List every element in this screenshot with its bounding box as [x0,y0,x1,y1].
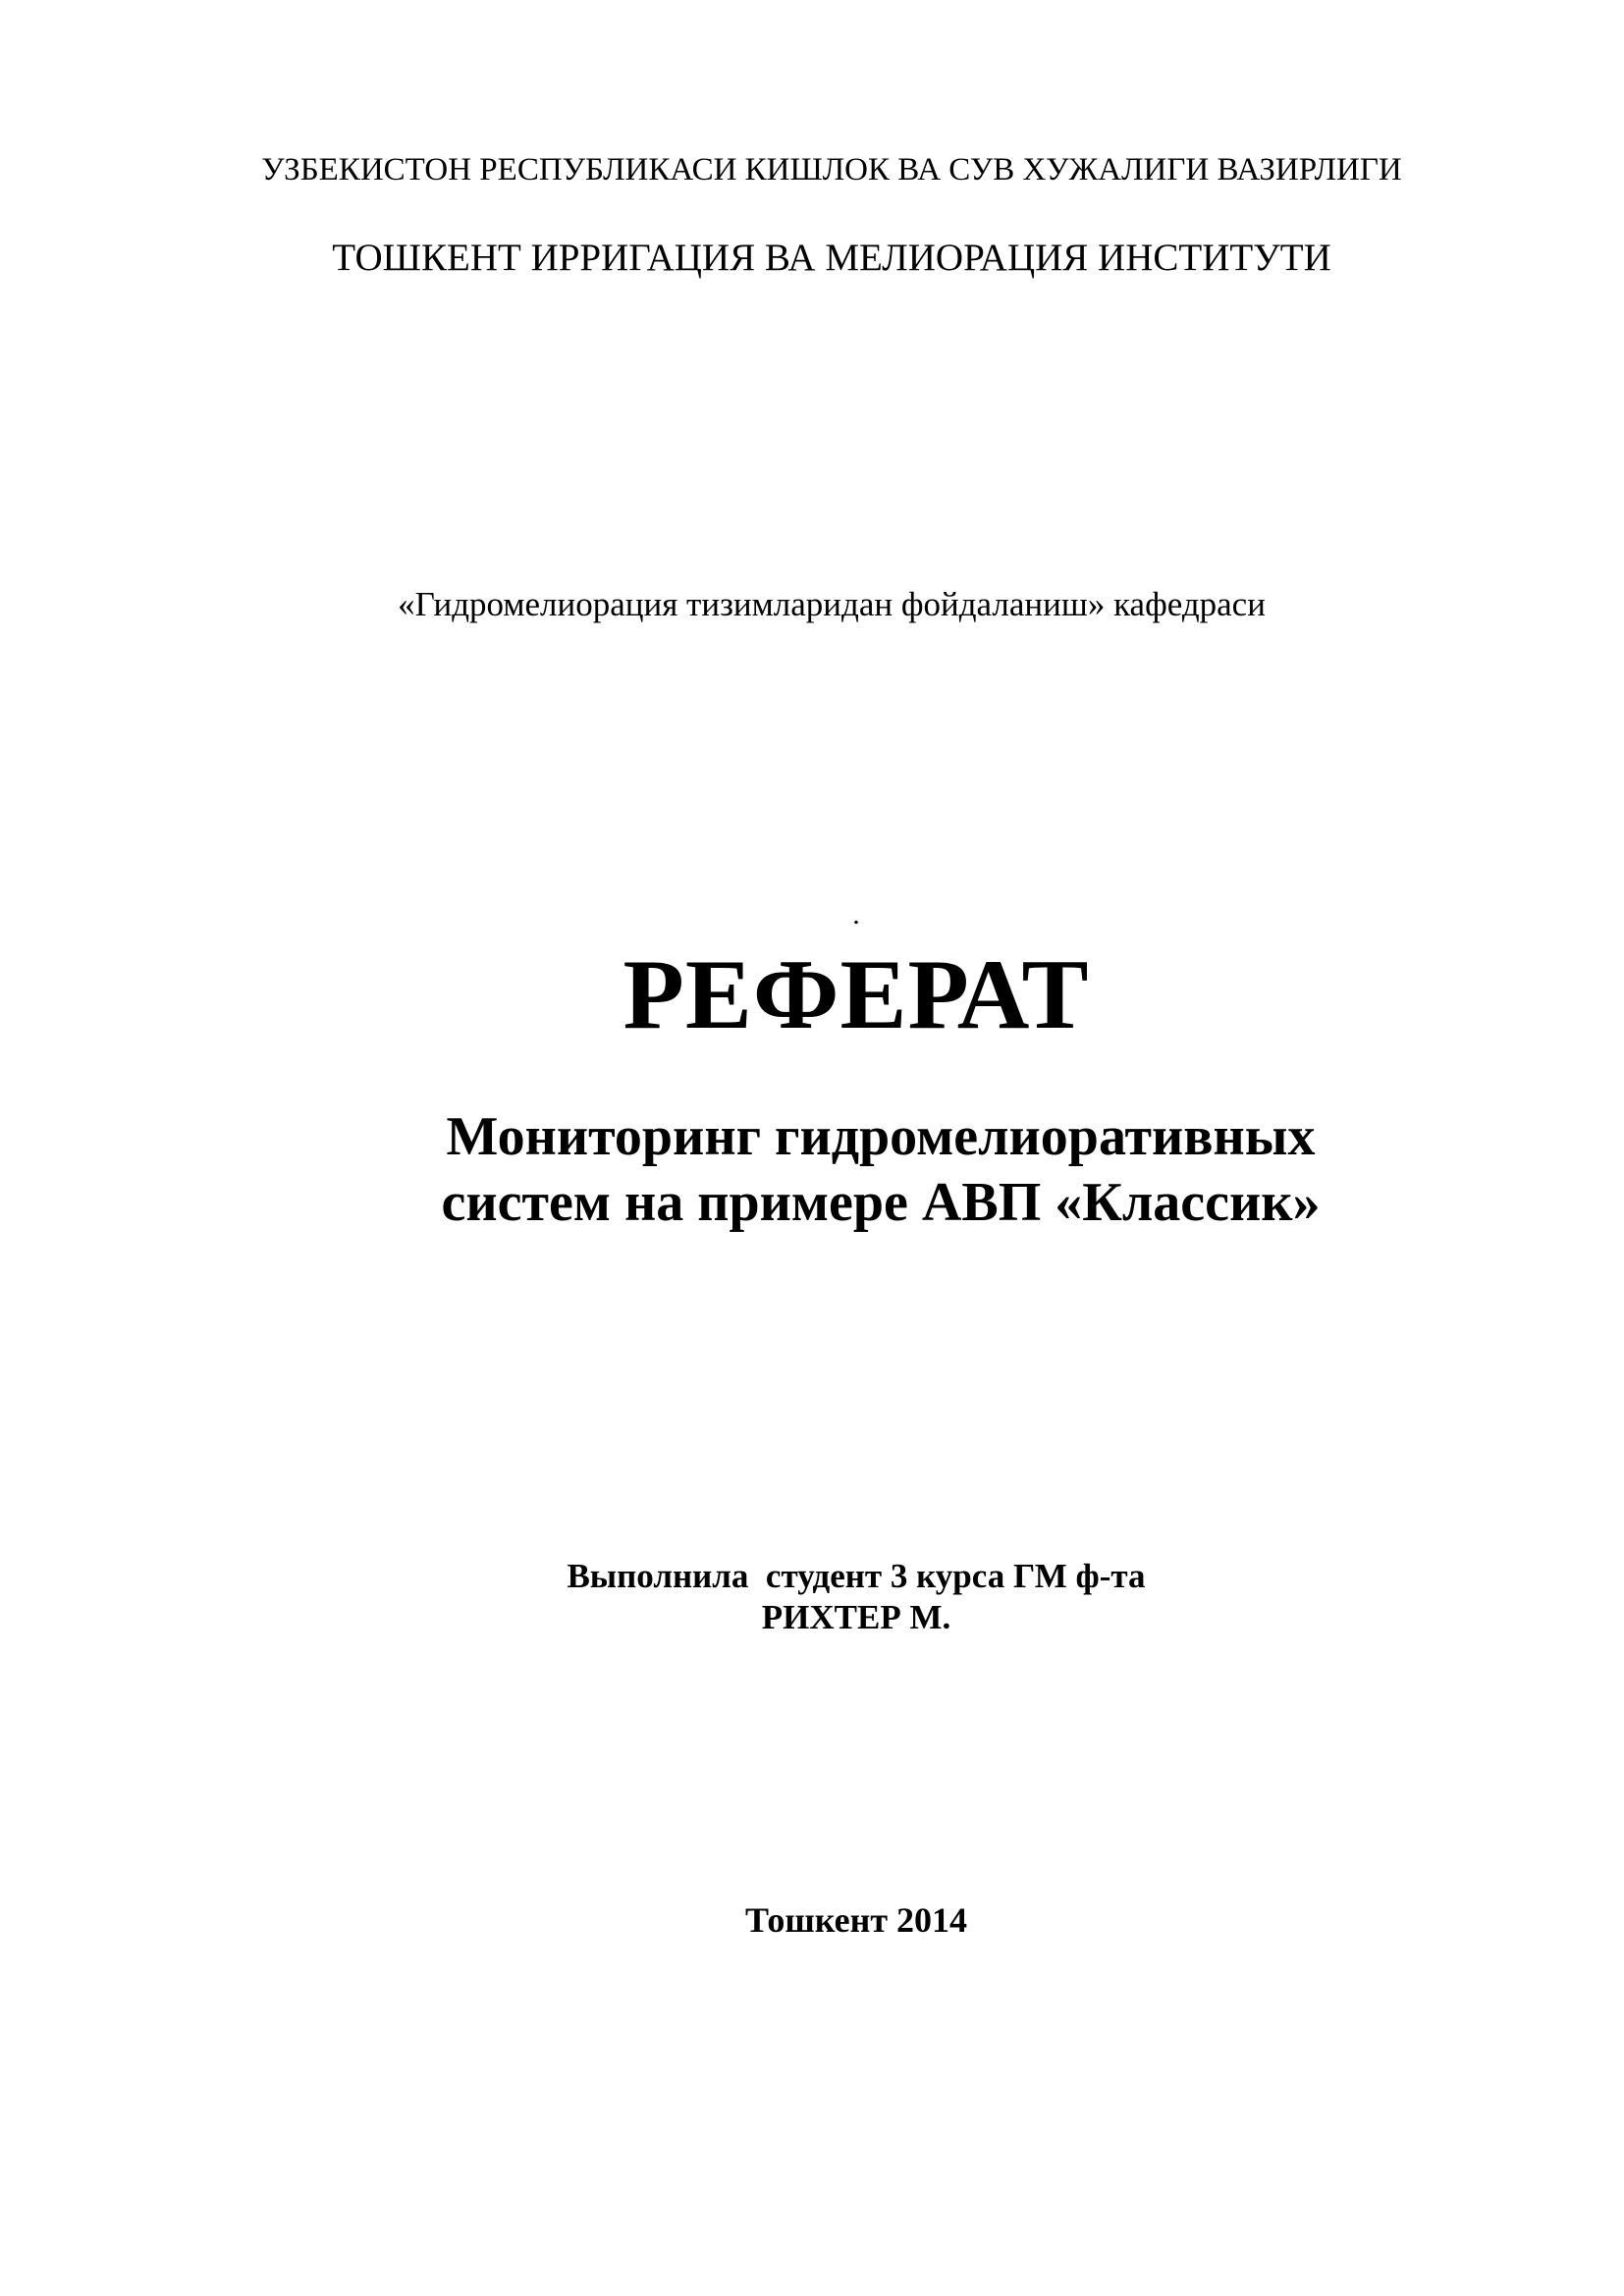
title-marker: . [852,898,860,931]
author-label: Выполнила студент 3 курса ГМ ф-та [567,1557,1146,1595]
ministry-heading: УЗБЕКИСТОН РЕСПУБЛИКАСИ КИШЛОК ВА СУВ ХУЖАЛИГИ ВАЗИРЛИГИ [261,152,1402,187]
institute-heading: ТОШКЕНТ ИРРИГАЦИЯ ВА МЕЛИОРАЦИЯ ИНСТИТУТИ [332,237,1331,279]
topic-line-1: Мониторинг гидромелиоративных [446,1106,1316,1167]
topic-line-2: систем на примере АВП «Классик» [441,1172,1321,1233]
topic-title [69,1104,1624,1236]
city-year: Тошкент 2014 [744,1900,968,1940]
department-name: «Гидромелиорация тизимларидан фойдаланиш» кафедраси [398,585,1266,623]
document-type-title: РЕФЕРАТ [623,939,1090,1050]
author-name: РИХТЕР М. [761,1598,951,1636]
